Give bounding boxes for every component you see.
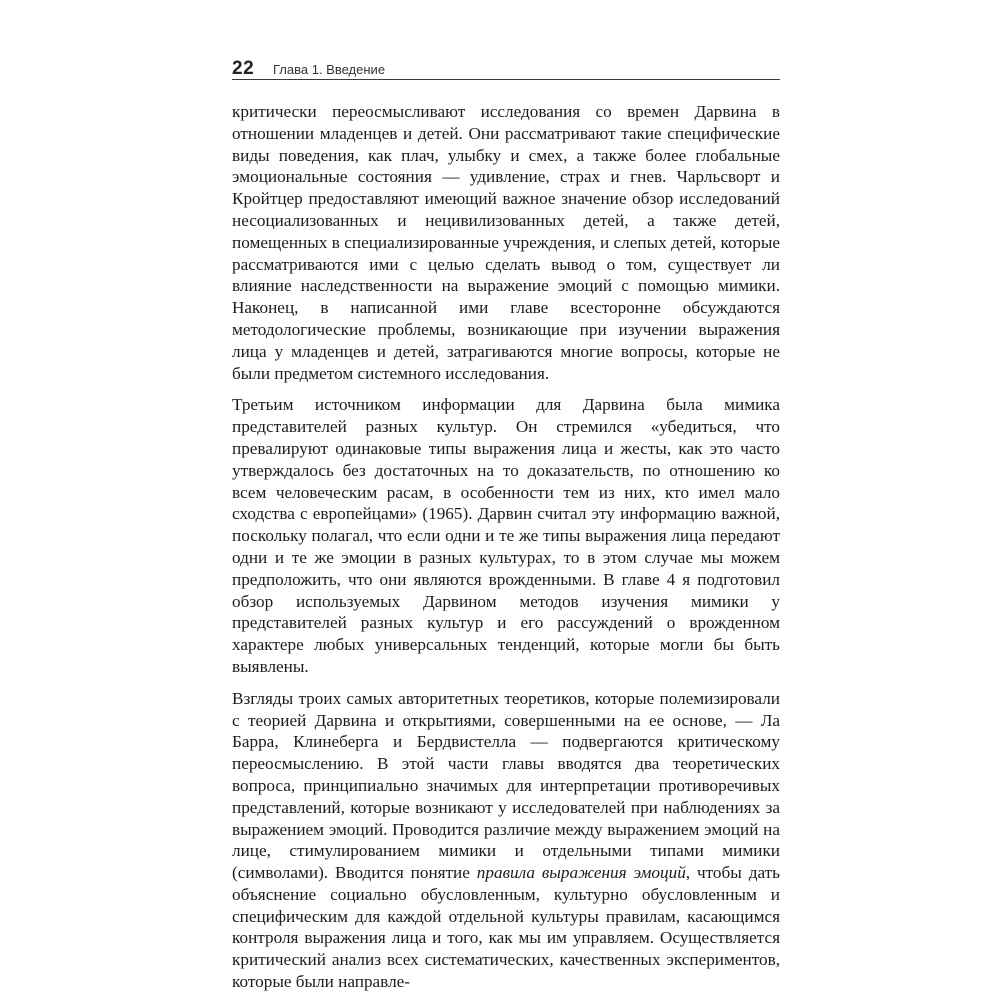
body-text [232, 101, 780, 1000]
emphasized-term: правила выражения эмоций [476, 863, 686, 883]
paragraph-1: критически переосмысливают исследования со времен Дарвина в отношении младенцев и детей. Они рассматривают такие специфические виды поведения, как плач, улыбку и смех, а также более глобальные эмоциональные состояния — удивление, страх и гнев. Чарльсворт и Кройтцер предоставляют имеющий важное значение обзор исследований несоциализованных и нецивилизованных детей, а также детей, помещенных в специализированные учреждения, и слепых детей, которые рассматриваются ими с целью сделать вывод о том, существует ли влияние наследственности на выражение эмоций с помощью мимики. Наконец, в написанной ими главе всесторонне обсуждаются методологические проблемы, возникающие при изучении выражения лица у младенцев и детей, затрагиваются многие вопросы, которые не были предметом системного исследования. [232, 102, 780, 383]
paragraph-3-text-before: Взгляды троих самых авторитетных теоретиков, которые полемизировали с теорией Дарвина и открытиями, совершенными на ее основе, — Ла Барра, Клинеберга и Бердвистелла — подвергаются критическому переосмыслению. В этой части главы вводятся два теоретических вопроса, принципиально значимых для интерпретации противоречивых представлений, которые возникают у исследователей при наблюдениях за выражением эмоций. Проводится различие между выражением эмоций на лице, стимулированием мимики и отдельными типами мимики (символами). Вводится понятие [232, 688, 780, 883]
page-number: 22 [232, 58, 255, 79]
running-head [232, 57, 780, 80]
paragraph-3-text-after: , чтобы дать объяснение социально обусловленным, культурно обусловленным и специфическим для каждой отдельной культуры правилам, касающимся контроля выражения лица и того, как мы им управляем. Осуществляется критический анализ всех систематических, качественных экспериментов, которые были направле- [232, 863, 780, 992]
chapter-title: Глава 1. Введение [273, 62, 386, 77]
paragraph-2: Третьим источником информации для Дарвина была мимика представителей разных культур. Он стремился «убедиться, что превалируют одинаковые типы выражения лица и жесты, как это часто утверждалось без достаточных на то доказательств, по отношению ко всем человеческим расам, в особенности тем из них, кто имел мало сходства с европейцами» (1965). Дарвин считал эту информацию важной, поскольку полагал, что если одни и те же типы выражения лица передают одни и те же эмоции в разных культурах, то в этом случае мы можем предположить, что они являются врожденными. В главе 4 я подготовил обзор используемых Дарвином методов изучения мимики у представителей разных культур и его рассуждений о врожденном характере любых универсальных тенденций, которые могли бы быть выявлены. [232, 395, 780, 676]
paragraph-3 [232, 688, 780, 993]
